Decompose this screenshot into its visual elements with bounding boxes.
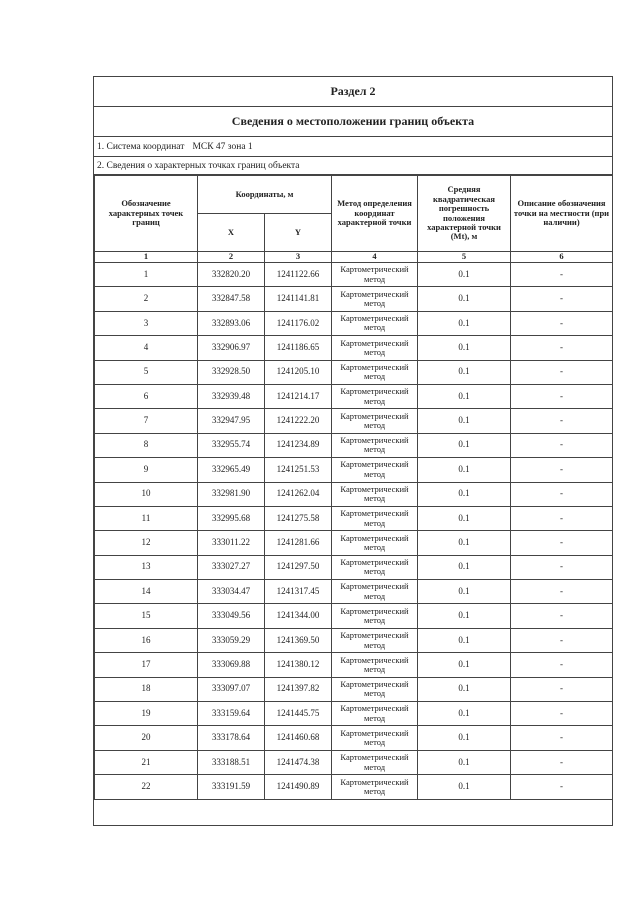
- coord-x: 332955.74: [198, 433, 265, 457]
- point-number: 1: [95, 263, 198, 287]
- description-cell: -: [511, 604, 613, 628]
- table-row: [95, 336, 613, 360]
- table-row: [95, 750, 613, 774]
- points-table-body: [95, 263, 613, 800]
- description-cell: -: [511, 726, 613, 750]
- method-cell: Картометрический метод: [332, 653, 418, 677]
- point-number: 15: [95, 604, 198, 628]
- error-cell: 0.1: [418, 458, 511, 482]
- method-cell: Картометрический метод: [332, 750, 418, 774]
- coord-x: 333011.22: [198, 531, 265, 555]
- table-row: [95, 628, 613, 652]
- coord-x: 332965.49: [198, 458, 265, 482]
- table-row: [95, 458, 613, 482]
- point-number: 3: [95, 311, 198, 335]
- method-cell: Картометрический метод: [332, 360, 418, 384]
- coord-y: 1241490.89: [265, 775, 332, 799]
- table-row: [95, 311, 613, 335]
- header-designation: Обозначение характерных точек границ: [95, 176, 198, 252]
- description-cell: -: [511, 384, 613, 408]
- error-cell: 0.1: [418, 580, 511, 604]
- point-number: 19: [95, 702, 198, 726]
- table-row: [95, 531, 613, 555]
- error-cell: 0.1: [418, 677, 511, 701]
- method-cell: Картометрический метод: [332, 409, 418, 433]
- header-y: Y: [265, 214, 332, 252]
- error-cell: 0.1: [418, 775, 511, 799]
- coord-y: 1241122.66: [265, 263, 332, 287]
- description-cell: -: [511, 775, 613, 799]
- document-title: Сведения о местоположении границ объекта: [94, 107, 612, 137]
- header-x: X: [198, 214, 265, 252]
- coord-x: 333097.07: [198, 677, 265, 701]
- point-number: 16: [95, 628, 198, 652]
- coord-y: 1241141.81: [265, 287, 332, 311]
- description-cell: -: [511, 531, 613, 555]
- coord-y: 1241262.04: [265, 482, 332, 506]
- description-cell: -: [511, 555, 613, 579]
- method-cell: Картометрический метод: [332, 506, 418, 530]
- coord-y: 1241344.00: [265, 604, 332, 628]
- coord-x: 333159.64: [198, 702, 265, 726]
- coord-x: 333188.51: [198, 750, 265, 774]
- description-cell: -: [511, 458, 613, 482]
- coord-x: 333178.64: [198, 726, 265, 750]
- description-cell: -: [511, 482, 613, 506]
- coord-system-label: 1. Система координат: [97, 141, 185, 152]
- table-row: [95, 604, 613, 628]
- point-number: 12: [95, 531, 198, 555]
- description-cell: -: [511, 360, 613, 384]
- coord-x: 332995.68: [198, 506, 265, 530]
- method-cell: Картометрический метод: [332, 458, 418, 482]
- error-cell: 0.1: [418, 336, 511, 360]
- header-error: Средняя квадратическая погрешность положения характерной точки (Mt), м: [418, 176, 511, 252]
- section-title: Раздел 2: [94, 77, 612, 107]
- error-cell: 0.1: [418, 311, 511, 335]
- error-cell: 0.1: [418, 726, 511, 750]
- coord-y: 1241281.66: [265, 531, 332, 555]
- point-number: 7: [95, 409, 198, 433]
- column-number: 6: [511, 252, 613, 263]
- column-number: 3: [265, 252, 332, 263]
- point-number: 6: [95, 384, 198, 408]
- coord-x: 333027.27: [198, 555, 265, 579]
- frame-footer: [94, 813, 612, 825]
- description-cell: -: [511, 409, 613, 433]
- point-number: 20: [95, 726, 198, 750]
- coord-y: 1241380.12: [265, 653, 332, 677]
- description-cell: -: [511, 750, 613, 774]
- point-number: 17: [95, 653, 198, 677]
- header-description: Описание обозначения точки на местности (при наличии): [511, 176, 613, 252]
- method-cell: Картометрический метод: [332, 384, 418, 408]
- coord-x: 333191.59: [198, 775, 265, 799]
- coord-x: 332906.97: [198, 336, 265, 360]
- point-number: 9: [95, 458, 198, 482]
- error-cell: 0.1: [418, 531, 511, 555]
- table-row: [95, 653, 613, 677]
- method-cell: Картометрический метод: [332, 531, 418, 555]
- table-row: [95, 775, 613, 799]
- document-frame: [93, 76, 613, 826]
- error-cell: 0.1: [418, 384, 511, 408]
- coord-x: 332893.06: [198, 311, 265, 335]
- error-cell: 0.1: [418, 263, 511, 287]
- error-cell: 0.1: [418, 360, 511, 384]
- table-row: [95, 482, 613, 506]
- method-cell: Картометрический метод: [332, 555, 418, 579]
- method-cell: Картометрический метод: [332, 628, 418, 652]
- coord-y: 1241369.50: [265, 628, 332, 652]
- coord-y: 1241205.10: [265, 360, 332, 384]
- coord-x: 333069.88: [198, 653, 265, 677]
- error-cell: 0.1: [418, 628, 511, 652]
- method-cell: Картометрический метод: [332, 677, 418, 701]
- error-cell: 0.1: [418, 604, 511, 628]
- description-cell: -: [511, 263, 613, 287]
- points-table: [94, 175, 613, 800]
- coord-y: 1241222.20: [265, 409, 332, 433]
- table-row: [95, 409, 613, 433]
- error-cell: 0.1: [418, 750, 511, 774]
- coord-system-line: [94, 137, 612, 157]
- coord-x: 333049.56: [198, 604, 265, 628]
- method-cell: Картометрический метод: [332, 311, 418, 335]
- description-cell: -: [511, 506, 613, 530]
- table-row: [95, 726, 613, 750]
- coord-y: 1241214.17: [265, 384, 332, 408]
- point-number: 5: [95, 360, 198, 384]
- coord-y: 1241317.45: [265, 580, 332, 604]
- coord-y: 1241297.50: [265, 555, 332, 579]
- table-row: [95, 555, 613, 579]
- coord-x: 332947.95: [198, 409, 265, 433]
- method-cell: Картометрический метод: [332, 433, 418, 457]
- method-cell: Картометрический метод: [332, 580, 418, 604]
- coord-x: 332928.50: [198, 360, 265, 384]
- error-cell: 0.1: [418, 287, 511, 311]
- header-method: Метод определения координат характерной точки: [332, 176, 418, 252]
- table-row: [95, 506, 613, 530]
- coord-system-value: МСК 47 зона 1: [192, 141, 253, 152]
- coord-y: 1241275.58: [265, 506, 332, 530]
- coord-x: 333034.47: [198, 580, 265, 604]
- coord-x: 332820.20: [198, 263, 265, 287]
- coord-y: 1241186.65: [265, 336, 332, 360]
- column-number: 2: [198, 252, 265, 263]
- point-number: 8: [95, 433, 198, 457]
- error-cell: 0.1: [418, 506, 511, 530]
- description-cell: -: [511, 287, 613, 311]
- points-heading: 2. Сведения о характерных точках границ объекта: [94, 157, 612, 175]
- table-row: [95, 384, 613, 408]
- coord-y: 1241474.38: [265, 750, 332, 774]
- description-cell: -: [511, 677, 613, 701]
- table-row: [95, 433, 613, 457]
- coord-x: 332847.58: [198, 287, 265, 311]
- coord-x: 333059.29: [198, 628, 265, 652]
- table-row: [95, 702, 613, 726]
- method-cell: Картометрический метод: [332, 336, 418, 360]
- description-cell: -: [511, 433, 613, 457]
- point-number: 13: [95, 555, 198, 579]
- error-cell: 0.1: [418, 482, 511, 506]
- description-cell: -: [511, 336, 613, 360]
- table-row: [95, 677, 613, 701]
- coord-y: 1241251.53: [265, 458, 332, 482]
- point-number: 11: [95, 506, 198, 530]
- method-cell: Картометрический метод: [332, 482, 418, 506]
- coord-y: 1241445.75: [265, 702, 332, 726]
- coord-y: 1241460.68: [265, 726, 332, 750]
- error-cell: 0.1: [418, 702, 511, 726]
- description-cell: -: [511, 653, 613, 677]
- method-cell: Картометрический метод: [332, 287, 418, 311]
- column-number: 4: [332, 252, 418, 263]
- point-number: 18: [95, 677, 198, 701]
- header-coordinates: Координаты, м: [198, 176, 332, 214]
- point-number: 21: [95, 750, 198, 774]
- method-cell: Картометрический метод: [332, 726, 418, 750]
- table-row: [95, 263, 613, 287]
- method-cell: Картометрический метод: [332, 702, 418, 726]
- table-row: [95, 360, 613, 384]
- description-cell: -: [511, 580, 613, 604]
- error-cell: 0.1: [418, 409, 511, 433]
- coord-y: 1241397.82: [265, 677, 332, 701]
- point-number: 22: [95, 775, 198, 799]
- error-cell: 0.1: [418, 555, 511, 579]
- column-numbers-row: [95, 252, 613, 263]
- coord-x: 332981.90: [198, 482, 265, 506]
- description-cell: -: [511, 702, 613, 726]
- error-cell: 0.1: [418, 653, 511, 677]
- column-number: 1: [95, 252, 198, 263]
- point-number: 10: [95, 482, 198, 506]
- method-cell: Картометрический метод: [332, 775, 418, 799]
- coord-y: 1241234.89: [265, 433, 332, 457]
- point-number: 4: [95, 336, 198, 360]
- table-row: [95, 580, 613, 604]
- point-number: 14: [95, 580, 198, 604]
- method-cell: Картометрический метод: [332, 604, 418, 628]
- table-row: [95, 287, 613, 311]
- point-number: 2: [95, 287, 198, 311]
- method-cell: Картометрический метод: [332, 263, 418, 287]
- description-cell: -: [511, 628, 613, 652]
- description-cell: -: [511, 311, 613, 335]
- error-cell: 0.1: [418, 433, 511, 457]
- coord-y: 1241176.02: [265, 311, 332, 335]
- column-number: 5: [418, 252, 511, 263]
- coord-x: 332939.48: [198, 384, 265, 408]
